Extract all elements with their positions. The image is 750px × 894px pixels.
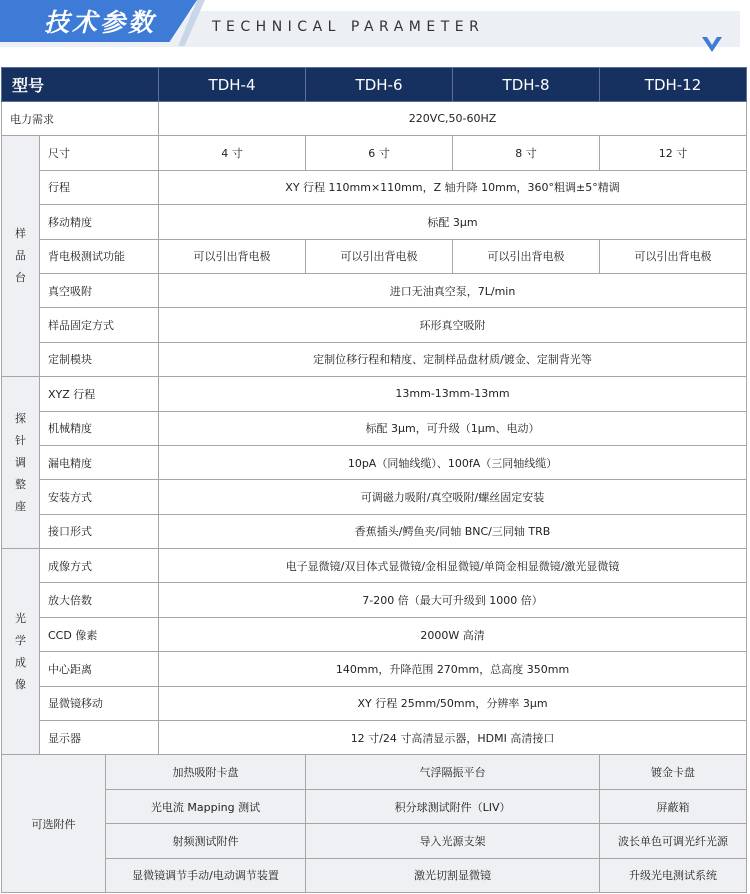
- table-row: [2, 583, 747, 617]
- row-label: 接口形式: [40, 514, 159, 548]
- option-item: 显微镜调节手动/电动调节装置: [106, 858, 306, 892]
- table-row: [2, 824, 747, 858]
- row-label: 安装方式: [40, 480, 159, 514]
- option-item: 屏蔽箱: [600, 789, 747, 823]
- model-header-row: [2, 68, 747, 102]
- row-value: XY 行程 110mm×110mm，Z 轴升降 10mm，360°粗调±5°精调: [159, 170, 747, 204]
- table-row: [2, 514, 747, 548]
- option-item: 波长单色可调光纤光源: [600, 824, 747, 858]
- table-row: [2, 377, 747, 411]
- backplate-value: 可以引出背电极: [453, 239, 600, 273]
- row-label: 漏电精度: [40, 445, 159, 479]
- group-label-stage: 样 品 台: [2, 136, 40, 377]
- table-row: [2, 205, 747, 239]
- table-row: [2, 136, 747, 170]
- row-value: 13mm-13mm-13mm: [159, 377, 747, 411]
- option-item: 加热吸附卡盘: [106, 755, 306, 789]
- table-row: [2, 273, 747, 307]
- size-value: 4 寸: [159, 136, 306, 170]
- group-label-probe: 探 针 调 整 座: [2, 377, 40, 549]
- row-value: 10pA（同轴线缆）、100fA（三同轴线缆）: [159, 445, 747, 479]
- row-value: 可调磁力吸附/真空吸附/螺丝固定安装: [159, 480, 747, 514]
- row-value: 220VC,50-60HZ: [159, 102, 747, 136]
- row-value: 定制位移行程和精度、定制样品盘材质/镀金、定制背光等: [159, 342, 747, 376]
- option-item: 激光切割显微镜: [306, 858, 600, 892]
- row-value: 标配 3μm: [159, 205, 747, 239]
- row-label: 背电极测试功能: [40, 239, 159, 273]
- table-row: [2, 170, 747, 204]
- backplate-value: 可以引出背电极: [306, 239, 453, 273]
- row-label: 成像方式: [40, 549, 159, 583]
- table-row: [2, 721, 747, 755]
- table-row: [2, 789, 747, 823]
- table-row: [2, 755, 747, 789]
- row-label: 移动精度: [40, 205, 159, 239]
- table-row: [2, 342, 747, 376]
- backplate-value: 可以引出背电极: [159, 239, 306, 273]
- row-value: 香蕉插头/鳄鱼夹/同轴 BNC/三同轴 TRB: [159, 514, 747, 548]
- options-label: 可选附件: [2, 755, 106, 893]
- option-item: 积分球测试附件（LIV）: [306, 789, 600, 823]
- row-label: 放大倍数: [40, 583, 159, 617]
- option-item: 镀金卡盘: [600, 755, 747, 789]
- table-row: [2, 411, 747, 445]
- option-item: 导入光源支架: [306, 824, 600, 858]
- chevron-down-icon: [701, 36, 723, 54]
- parameter-table: [1, 67, 747, 893]
- backplate-value: 可以引出背电极: [600, 239, 747, 273]
- row-value: 进口无油真空泵，7L/min: [159, 273, 747, 307]
- row-label: 行程: [40, 170, 159, 204]
- table-row: [2, 445, 747, 479]
- row-label: 样品固定方式: [40, 308, 159, 342]
- group-label-optics: 光 学 成 像: [2, 549, 40, 755]
- model-tdh-6: TDH-6: [306, 68, 453, 102]
- row-label: 机械精度: [40, 411, 159, 445]
- table-row: [2, 480, 747, 514]
- section-header: [0, 0, 750, 66]
- option-item: 气浮隔振平台: [306, 755, 600, 789]
- row-label: CCD 像素: [40, 617, 159, 651]
- row-label: 定制模块: [40, 342, 159, 376]
- row-label: 电力需求: [2, 102, 159, 136]
- row-label: 显微镜移动: [40, 686, 159, 720]
- row-label: 中心距离: [40, 652, 159, 686]
- table-row: [2, 549, 747, 583]
- row-label: XYZ 行程: [40, 377, 159, 411]
- row-value: XY 行程 25mm/50mm，分辨率 3μm: [159, 686, 747, 720]
- table-row: [2, 239, 747, 273]
- table-row: [2, 686, 747, 720]
- header-subtitle: TECHNICAL PARAMETER: [212, 19, 485, 35]
- row-value: 7-200 倍（最大可升级到 1000 倍）: [159, 583, 747, 617]
- size-value: 8 寸: [453, 136, 600, 170]
- header-title: 技术参数: [44, 8, 157, 37]
- size-value: 12 寸: [600, 136, 747, 170]
- row-value: 12 寸/24 寸高清显示器，HDMI 高清接口: [159, 721, 747, 755]
- table-row: [2, 858, 747, 892]
- row-value: 2000W 高清: [159, 617, 747, 651]
- row-label: 显示器: [40, 721, 159, 755]
- row-value: 电子显微镜/双目体式显微镜/金相显微镜/单筒金相显微镜/激光显微镜: [159, 549, 747, 583]
- row-value: 环形真空吸附: [159, 308, 747, 342]
- model-tdh-8: TDH-8: [453, 68, 600, 102]
- size-value: 6 寸: [306, 136, 453, 170]
- row-label: 真空吸附: [40, 273, 159, 307]
- option-item: 光电流 Mapping 测试: [106, 789, 306, 823]
- table-row: [2, 617, 747, 651]
- table-row: [2, 652, 747, 686]
- model-tdh-4: TDH-4: [159, 68, 306, 102]
- table-row: [2, 102, 747, 136]
- model-tdh-12: TDH-12: [600, 68, 747, 102]
- option-item: 射频测试附件: [106, 824, 306, 858]
- row-label: 尺寸: [40, 136, 159, 170]
- row-value: 140mm，升降范围 270mm，总高度 350mm: [159, 652, 747, 686]
- table-row: [2, 308, 747, 342]
- model-label: 型号: [2, 68, 159, 102]
- option-item: 升级光电测试系统: [600, 858, 747, 892]
- row-value: 标配 3μm，可升级（1μm、电动）: [159, 411, 747, 445]
